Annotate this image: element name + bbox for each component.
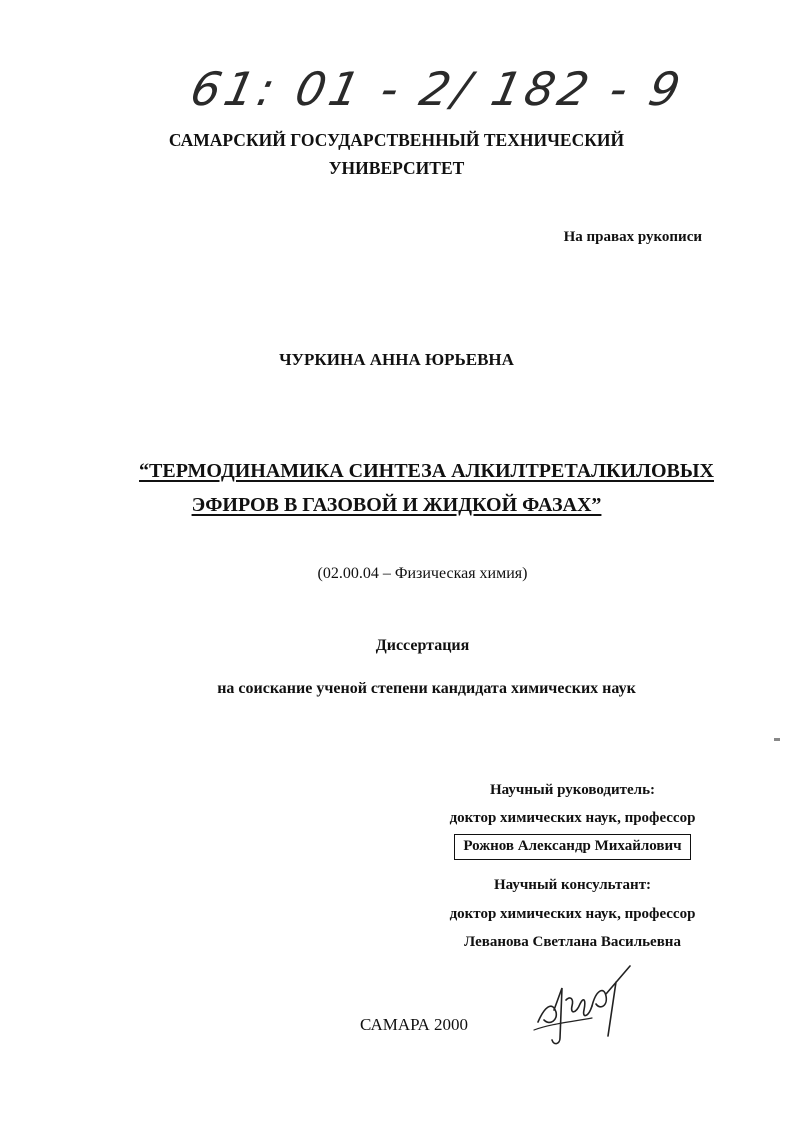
- specialty-code: (02.00.04 – Физическая химия): [317, 565, 528, 582]
- archive-code-text: 61: 01 - 2/ 182 - 9: [185, 62, 689, 116]
- supervisor-name-box: [420, 834, 725, 860]
- consultant-role: Научный консультант:: [493, 877, 652, 893]
- university-name-line2: УНИВЕРСИТЕТ: [328, 158, 465, 178]
- university-name-line1: САМАРСКИЙ ГОСУДАРСТВЕННЫЙ ТЕХНИЧЕСКИЙ: [168, 130, 625, 150]
- supervisor-name: Рожнов Александр Михайлович: [454, 834, 690, 860]
- rights-note: На правах рукописи: [563, 229, 702, 245]
- dissertation-purpose: на соискание ученой степени кандидата химических наук: [217, 680, 636, 697]
- thesis-title-line1: “ТЕРМОДИНАМИКА СИНТЕЗА АЛКИЛТРЕТАЛКИЛОВЫХ: [139, 460, 714, 482]
- supervisor-title: доктор химических наук, профессор: [449, 810, 696, 826]
- consultant-title: доктор химических наук, профессор: [449, 906, 696, 922]
- author-name: ЧУРКИНА АННА ЮРЬЕВНА: [279, 350, 514, 369]
- dissertation-heading: Диссертация: [375, 637, 470, 654]
- supervisor-role: Научный руководитель:: [490, 782, 655, 798]
- consultant-name: Леванова Светлана Васильевна: [464, 934, 681, 950]
- city-year: САМАРА 2000: [360, 1015, 468, 1034]
- scan-artifact: [774, 738, 780, 741]
- thesis-title-line2: ЭФИРОВ В ГАЗОВОЙ И ЖИДКОЙ ФАЗАХ”: [191, 494, 602, 516]
- archive-code-handwritten: [183, 62, 689, 132]
- signature-icon: [530, 960, 640, 1050]
